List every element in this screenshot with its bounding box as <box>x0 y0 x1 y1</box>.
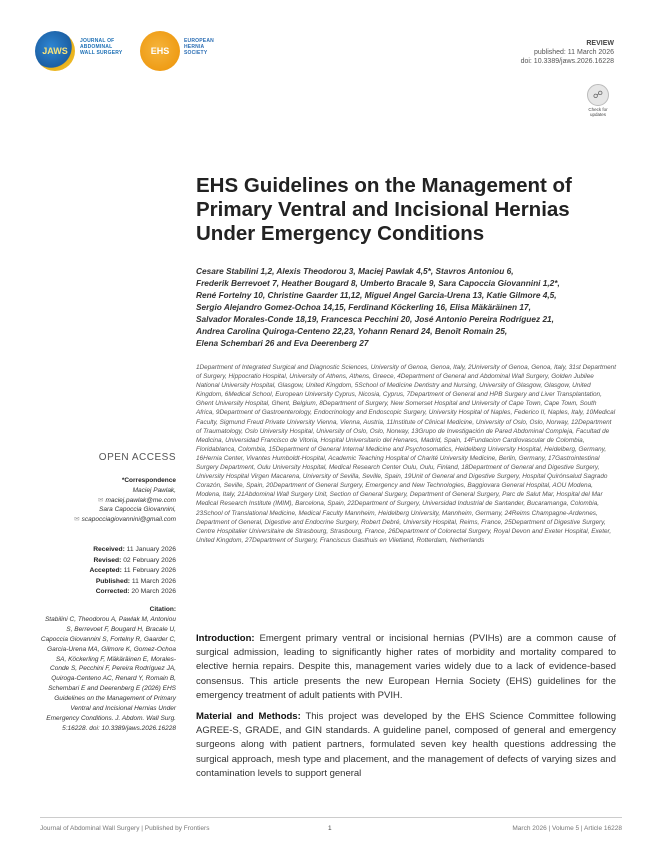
article-title: EHS Guidelines on the Management of Primary Ventral and Incisional Hernias Under Emergency Conditions <box>196 174 572 245</box>
citation-label: Citation: <box>149 606 176 613</box>
citation-block <box>40 605 176 734</box>
abstract-methods: Material and Methods: This project was developed by the EHS Science Committee following AGREE-S, GRADE, and GIN standards. A guideline panel, composed of general and emergency surgeons along with patient partners, formulated seven key health questions addressing the surgical approach, mesh type and placement, and the management of defects of varying sizes and contamination levels to support general <box>196 711 616 779</box>
author-line: Frederik Berrevoet 7, Heather Bougard 8, Umberto Bracale 9, Sara Capoccia Giovannini 1,2*, <box>196 278 560 288</box>
published-date: published: 11 March 2026 <box>533 49 614 56</box>
article-meta <box>521 39 614 66</box>
abstract <box>196 632 616 788</box>
footer-journal: Journal of Abdominal Wall Surgery | Published by Frontiers <box>40 825 210 832</box>
citation-text: Stabilini C, Theodorou A, Pawlak M, Antoniou S, Berrevoet F, Bougard H, Bracale U, Capoccia Giovannini S, Fortelny R, Gaarder C, Garcia-Urena MA, Gilmore K, Gomez-Ochoa SA, Köckerling F, Mäkäräinen E, Morales-Conde S, Pecchini F, Pereira Rodríguez JA, Quiroga-Centeno AC, Renard Y, Romain B, Schembari E and Deerenberg E (2026) EHS Guidelines on the Management of Primary Ventral and Incisional Hernias Under Emergency Conditions. J. Abdom. Wall Surg. 5:16228. doi: 10.3389/jaws.2026.16228 <box>40 615 176 732</box>
author-line: Elena Schembari 26 and Eva Deerenberg 27 <box>196 338 369 348</box>
date-row: Corrected: 20 March 2026 <box>95 588 176 596</box>
correspondence-block <box>40 476 176 525</box>
author-line: Cesare Stabilini 1,2, Alexis Theodorou 3, Maciej Pawlak 4,5*, Stavros Antoniou 6, <box>196 266 514 276</box>
ehs-society-name: EUROPEAN HERNIA SOCIETY <box>184 38 214 56</box>
corr-email[interactable]: scapocciagiovannini@gmail.com <box>81 516 176 524</box>
page-number: 1 <box>328 825 332 832</box>
author-line: Salvador Morales-Conde 18,19, Francesca Pecchini 20, José Antonio Pereira Rodríguez 21, <box>196 314 554 324</box>
mail-icon: ✉ <box>74 516 80 524</box>
abstract-introduction: Introduction: Emergent primary ventral or incisional hernias (PVIHs) are a common cause of surgical admission, leading to significantly higher rates of morbidity and mortality compared to elective hernia repairs. Despite this, management varies widely due to a lack of evidence-based consensus. This article presents the new European Hernia Society (EHS) guidelines for the emergency treatment of adult patients with PVIH. <box>196 633 616 701</box>
mail-icon: ✉ <box>98 496 104 504</box>
jaws-logo-text: JAWS <box>42 46 68 56</box>
footer-article-info: March 2026 | Volume 5 | Article 16228 <box>512 825 622 832</box>
bookmark-icon: ☍ <box>587 84 609 106</box>
date-row: Received: 11 January 2026 <box>93 546 176 553</box>
corr-email[interactable]: maciej.pawlak@me.com <box>105 496 176 504</box>
corr-name: Sara Capoccia Giovannini, <box>99 506 176 514</box>
date-row: Revised: 02 February 2026 <box>93 556 176 564</box>
date-row: Published: 11 March 2026 <box>95 577 176 585</box>
jaws-logo-emblem <box>35 31 75 71</box>
author-line: Andrea Carolina Quiroga-Centeno 22,23, Yohann Renard 24, Benoît Romain 25, <box>196 326 508 336</box>
corr-name: Maciej Pawlak, <box>132 486 176 494</box>
jaws-journal-name: JOURNAL OF ABDOMINAL WALL SURGERY <box>80 38 123 56</box>
author-line: Sergio Alejandro Gomez-Ochoa 14,15, Ferdinand Köckerling 16, Elisa Mäkäräinen 17, <box>196 302 531 312</box>
check-for-updates-button[interactable]: ☍ Check for updates <box>583 84 613 118</box>
ehs-logo-emblem <box>140 31 180 71</box>
article-dates <box>40 545 176 598</box>
date-row: Accepted: 11 February 2026 <box>89 567 176 575</box>
footer-divider <box>40 817 622 818</box>
open-access-label: OPEN ACCESS <box>98 452 176 463</box>
author-line: René Fortelny 10, Christine Gaarder 11,12, Miguel Angel Garcia-Urena 13, Katie Gilmore 4,5, <box>196 290 557 300</box>
correspondence-label: *Correspondence <box>121 477 176 484</box>
article-type: REVIEW <box>586 40 614 47</box>
affiliations: 1Department of Integrated Surgical and Diagnostic Sciences, University of Genoa, Genoa, Italy, 2University of Genoa, Genoa, Italy, 31st Department of Surgery, Hippocratio Hospital, University of Athens, Athens, Greece, 4Department of General and Abdominal Wall Surgery, Golden Jubilee National University Hospital, Glasgow, United Kingdom, 5School of Medicine Dentistry and Nursing, University of Glasgow, Glasgow, United Kingdom, 6Medical School, European University Cyprus, Nicosia, Cyprus, 7Department of General and HPB Surgery and Liver Transplantation, Ghent University Hospital, Ghent, Belgium, 8Department of Surgery, New Somerset Hospital and University of Cape Town, Cape Town, South Africa, 9Department of Gastroenterology, Endocrinology and Endoscopic Surgery, University Hospital of Naples, Federico II, Naples, Italy, 10Medical Faculty, Sigmund Freud Private University Vienna, Vienna, Austria, 11Institute of Clinical Medicine, University of Oslo, Oslo, Norway, 12Department of Traumatology, Oslo University Hospital, University of Oslo, Oslo, Norway, 13Grupo de Investigación de Pared Abdominal Compleja, Facultad de Medicina, Universidad Francisco de Vitoria, Hospital Universitario del Henares, Madrid, Spain, 14Fundacion Cardiovascular de Colombia, Floridablanca, Colombia, 15Department of General Internal Medicine and Psychosomatics, Heidelberg University Hospital, Heidelberg, Germany, 16Hernia Center, Vivantes Humboldt-Hospital, Academic Teaching Hospital of Charité University Medicine, Berlin, Germany, 17Gastrointestinal Surgery Department, Oulu University Hospital, Medical Research Center Oulu, Oulu, Finland, 18Department of General and Digestive Surgery, University Hospital Virgen Macarena, University of Sevilla, Seville, Spain, 19Unit of General and Digestive Surgery, Hospital Quirónsalud Sagrado Corazón, Seville, Spain, 20Department of General Surgery, Emergency and New Technologies, Baggiovara General Hospital, AOU Modena, Modena, Italy, 21Abdominal Wall Surgery Unit, Section of General Surgery, Department of General Surgery, Parc de Salut Mar, Hospital del Mar Medical Research Institute (IMIM), Barcelona, Spain, 22Department of Surgery, Universidad Industrial de Santander, Bucaramanga, Colombia, 23School of Translational Medicine, Medical Faculty Mannheim, Heidelberg University, Mannheim, Germany, 24Reims Champagne-Ardennes, Department of General, Digestive and Endocrine Surgery, Robert Debré, University Hospital, Reims, France, 25Department of Digestive Surgery, Centre Hospitalier Universitaire de Strasbourg, Strasbourg, France, 26Department of Colorectal Surgery, Royal Devon and Exeter Hospital, Exeter, United Kingdom, 27Department of Surgery, Franciscus Gasthuis en Vlietland, Rotterdam, Netherlands <box>196 364 616 544</box>
ehs-logo-text: EHS <box>150 46 170 56</box>
article-doi[interactable]: doi: 10.3389/jaws.2026.16228 <box>520 58 614 65</box>
author-list <box>196 265 621 349</box>
